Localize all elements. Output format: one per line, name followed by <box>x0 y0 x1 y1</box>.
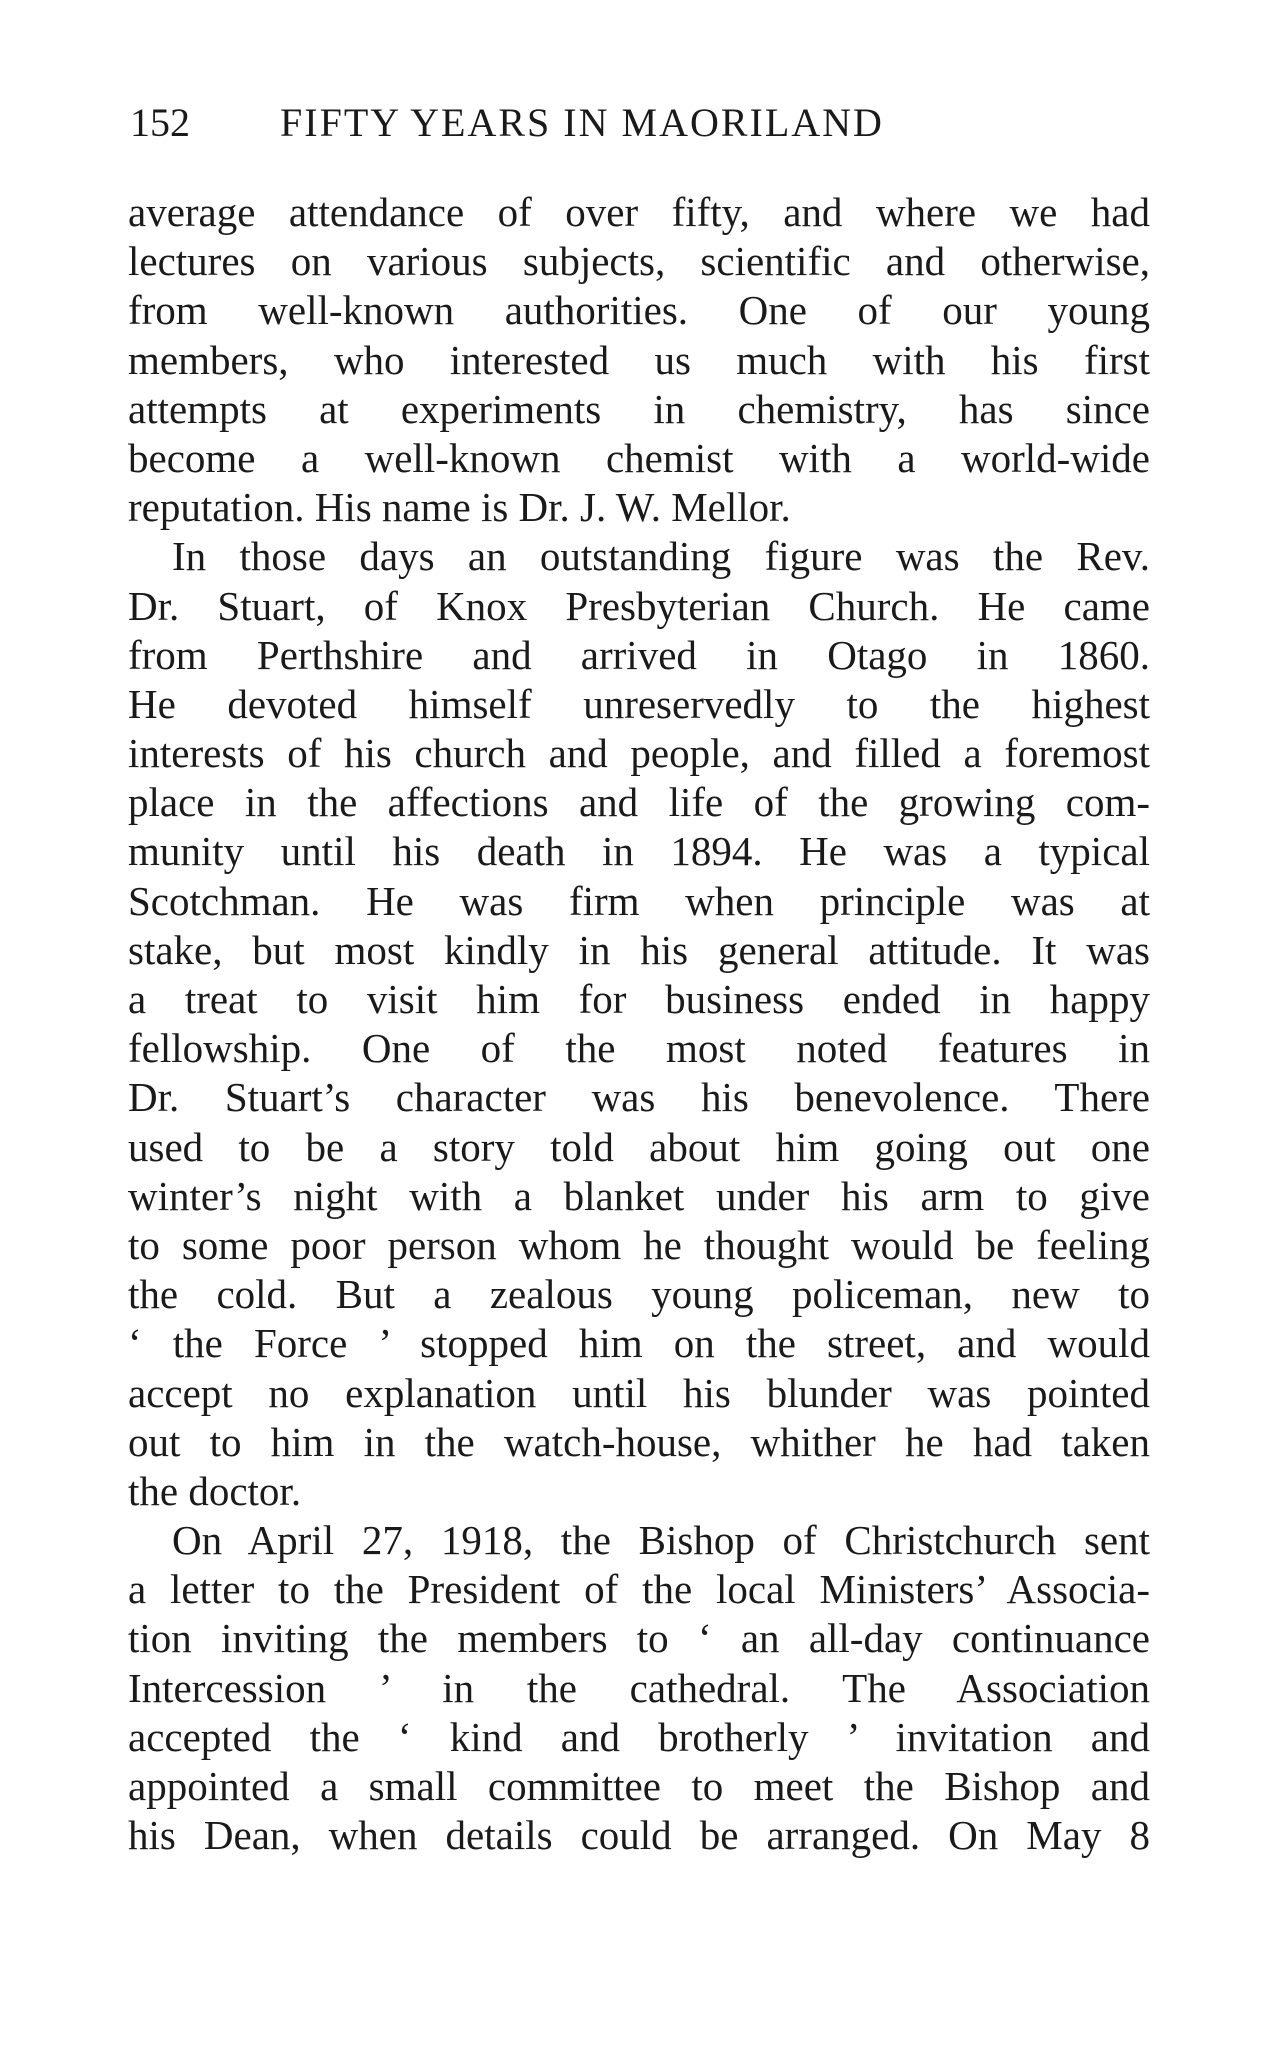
text-line: from Perthshire and arrived in Otago in 1860. <box>128 631 1150 678</box>
paragraph <box>128 1516 1150 1860</box>
text-line: interests of his church and people, and filled a foremost <box>128 730 1150 777</box>
text-line: used to be a story told about him going out one <box>128 1123 1150 1170</box>
text-line: Dr. Stuart’s character was his benevolence. There <box>128 1074 1150 1121</box>
text-line: tion inviting the members to ‘ an all-day continuance <box>128 1615 1150 1662</box>
text-line: Scotchman. He was firm when principle was at <box>128 877 1150 924</box>
body-text <box>128 188 1150 1860</box>
text-line: lectures on various subjects, scientific and otherwise, <box>128 238 1150 285</box>
text-line: In those days an outstanding figure was the Rev. <box>172 533 1150 580</box>
text-line: accept no explanation until his blunder was pointed <box>128 1369 1150 1416</box>
text-line: He devoted himself unreservedly to the highest <box>128 680 1150 727</box>
text-line: appointed a small committee to meet the Bishop and <box>128 1763 1150 1809</box>
text-line: become a well-known chemist with a world-wide <box>128 434 1150 481</box>
text-line: stake, but most kindly in his general attitude. It was <box>128 926 1150 973</box>
paragraph <box>128 532 1150 1516</box>
text-line: fellowship. One of the most noted features in <box>128 1025 1150 1072</box>
text-line: attempts at experiments in chemistry, has since <box>128 385 1150 432</box>
text-line: place in the affections and life of the growing com- <box>128 779 1150 826</box>
page-number: 152 <box>130 100 190 145</box>
text-line: accepted the ‘ kind and brotherly ’ invitation and <box>128 1713 1150 1760</box>
text-line: out to him in the watch-house, whither he had taken <box>128 1418 1150 1465</box>
text-line: reputation. His name is Dr. J. W. Mellor. <box>128 484 791 531</box>
text-line: the doctor. <box>128 1467 302 1514</box>
text-line: munity until his death in 1894. He was a typical <box>128 828 1150 875</box>
text-line: On April 27, 1918, the Bishop of Christchurch sent <box>172 1517 1150 1564</box>
text-line: a letter to the President of the local Ministers’ Associa- <box>128 1566 1150 1613</box>
text-line: a treat to visit him for business ended in happy <box>128 976 1150 1022</box>
text-line: average attendance of over fifty, and where we had <box>128 189 1150 235</box>
text-line: Intercession ’ in the cathedral. The Association <box>128 1664 1150 1711</box>
text-line: to some poor person whom he thought would be feeling <box>128 1221 1150 1268</box>
text-line: winter’s night with a blanket under his arm to give <box>128 1172 1150 1219</box>
text-line: from well-known authorities. One of our young <box>128 287 1150 334</box>
text-line: the cold. But a zealous young policeman, new to <box>128 1271 1150 1318</box>
running-title: FIFTY YEARS IN MAORILAND <box>280 100 884 145</box>
running-header <box>130 98 1130 148</box>
text-line: ‘ the Force ’ stopped him on the street, and would <box>128 1320 1150 1367</box>
text-line: members, who interested us much with his first <box>128 336 1150 383</box>
text-line: his Dean, when details could be arranged. On May 8 <box>128 1812 1150 1859</box>
paragraph <box>128 188 1150 532</box>
text-line: Dr. Stuart, of Knox Presbyterian Church. He came <box>128 582 1150 629</box>
